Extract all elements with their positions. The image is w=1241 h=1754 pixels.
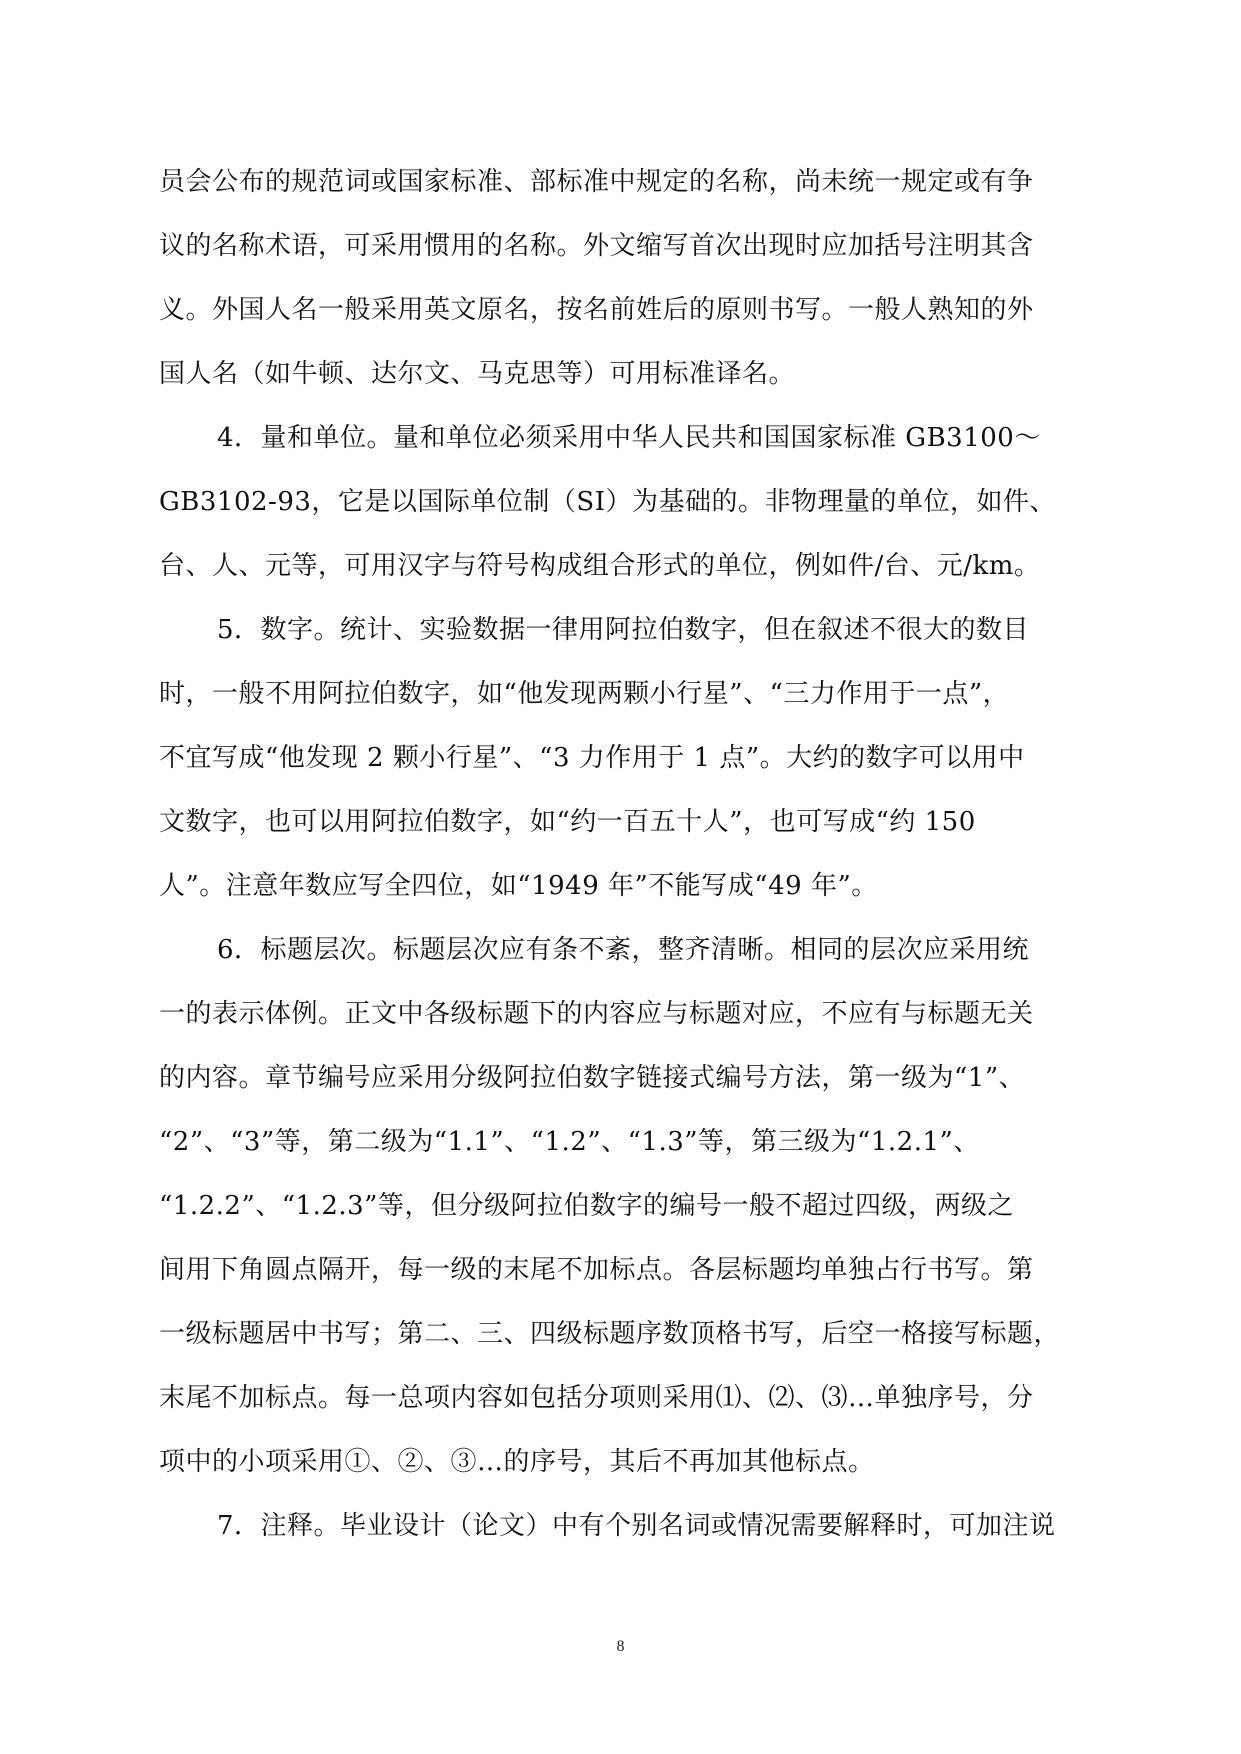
text-line: 台、人、元等，可用汉字与符号构成组合形式的单位，例如件/台、元/km。 (159, 551, 1041, 581)
paragraph-6-start: 6．标题层次。标题层次应有条不紊，整齐清晰。相同的层次应采用统 (217, 935, 1030, 965)
text-line: 末尾不加标点。每一总项内容如包括分项则采用⑴、⑵、⑶…单独序号，分 (159, 1383, 1034, 1413)
page-number: 8 (616, 1638, 625, 1655)
text-line: 的内容。章节编号应采用分级阿拉伯数字链接式编号方法，第一级为“1”、 (159, 1063, 1026, 1093)
text-line: 义。外国人名一般采用英文原名，按名前姓后的原则书写。一般人熟知的外 (159, 295, 1034, 325)
text-line: 文数字，也可以用阿拉伯数字，如“约一百五十人”，也可写成“约 150 (159, 807, 976, 837)
text-line: GB3102-93，它是以国际单位制（SI）为基础的。非物理量的单位，如件、 (159, 487, 1056, 517)
text-line: 人”。注意年数应写全四位，如“1949 年”不能写成“49 年”。 (159, 871, 878, 901)
text-line: 一的表示体例。正文中各级标题下的内容应与标题对应，不应有与标题无关 (159, 999, 1034, 1029)
text-line: 项中的小项采用①、②、③…的序号，其后不再加其他标点。 (159, 1447, 875, 1477)
paragraph-4-start: 4．量和单位。量和单位必须采用中华人民共和国国家标准 GB3100～ (217, 423, 1041, 453)
text-line: 员会公布的规范词或国家标准、部标准中规定的名称，尚未统一规定或有争 (159, 167, 1034, 197)
text-line: 间用下角圆点隔开，每一级的末尾不加标点。各层标题均单独占行书写。第 (159, 1255, 1034, 1285)
body-text (159, 150, 1109, 1558)
text-line: 时，一般不用阿拉伯数字，如“他发现两颗小行星”、“三力作用于一点”， (159, 679, 1010, 709)
text-line: 议的名称术语，可采用惯用的名称。外文缩写首次出现时应加括号注明其含 (159, 231, 1034, 261)
paragraph-5-start: 5．数字。统计、实验数据一律用阿拉伯数字，但在叙述不很大的数目 (217, 615, 1030, 645)
text-line: 国人名（如牛顿、达尔文、马克思等）可用标准译名。 (159, 359, 796, 389)
text-line: 不宜写成“他发现 2 颗小行星”、“3 力作用于 1 点”。大约的数字可以用中 (159, 743, 1025, 773)
text-line: 一级标题居中书写；第二、三、四级标题序数顶格书写，后空一格接写标题， (159, 1319, 1061, 1349)
text-line: “1.2.2”、“1.2.3”等，但分级阿拉伯数字的编号一般不超过四级，两级之 (159, 1191, 1014, 1221)
paragraph-7-start: 7．注释。毕业设计（论文）中有个别名词或情况需要解释时，可加注说 (217, 1511, 1056, 1541)
text-line: “2”、“3”等，第二级为“1.1”、“1.2”、“1.3”等，第三级为“1.2.1”、 (159, 1127, 980, 1157)
